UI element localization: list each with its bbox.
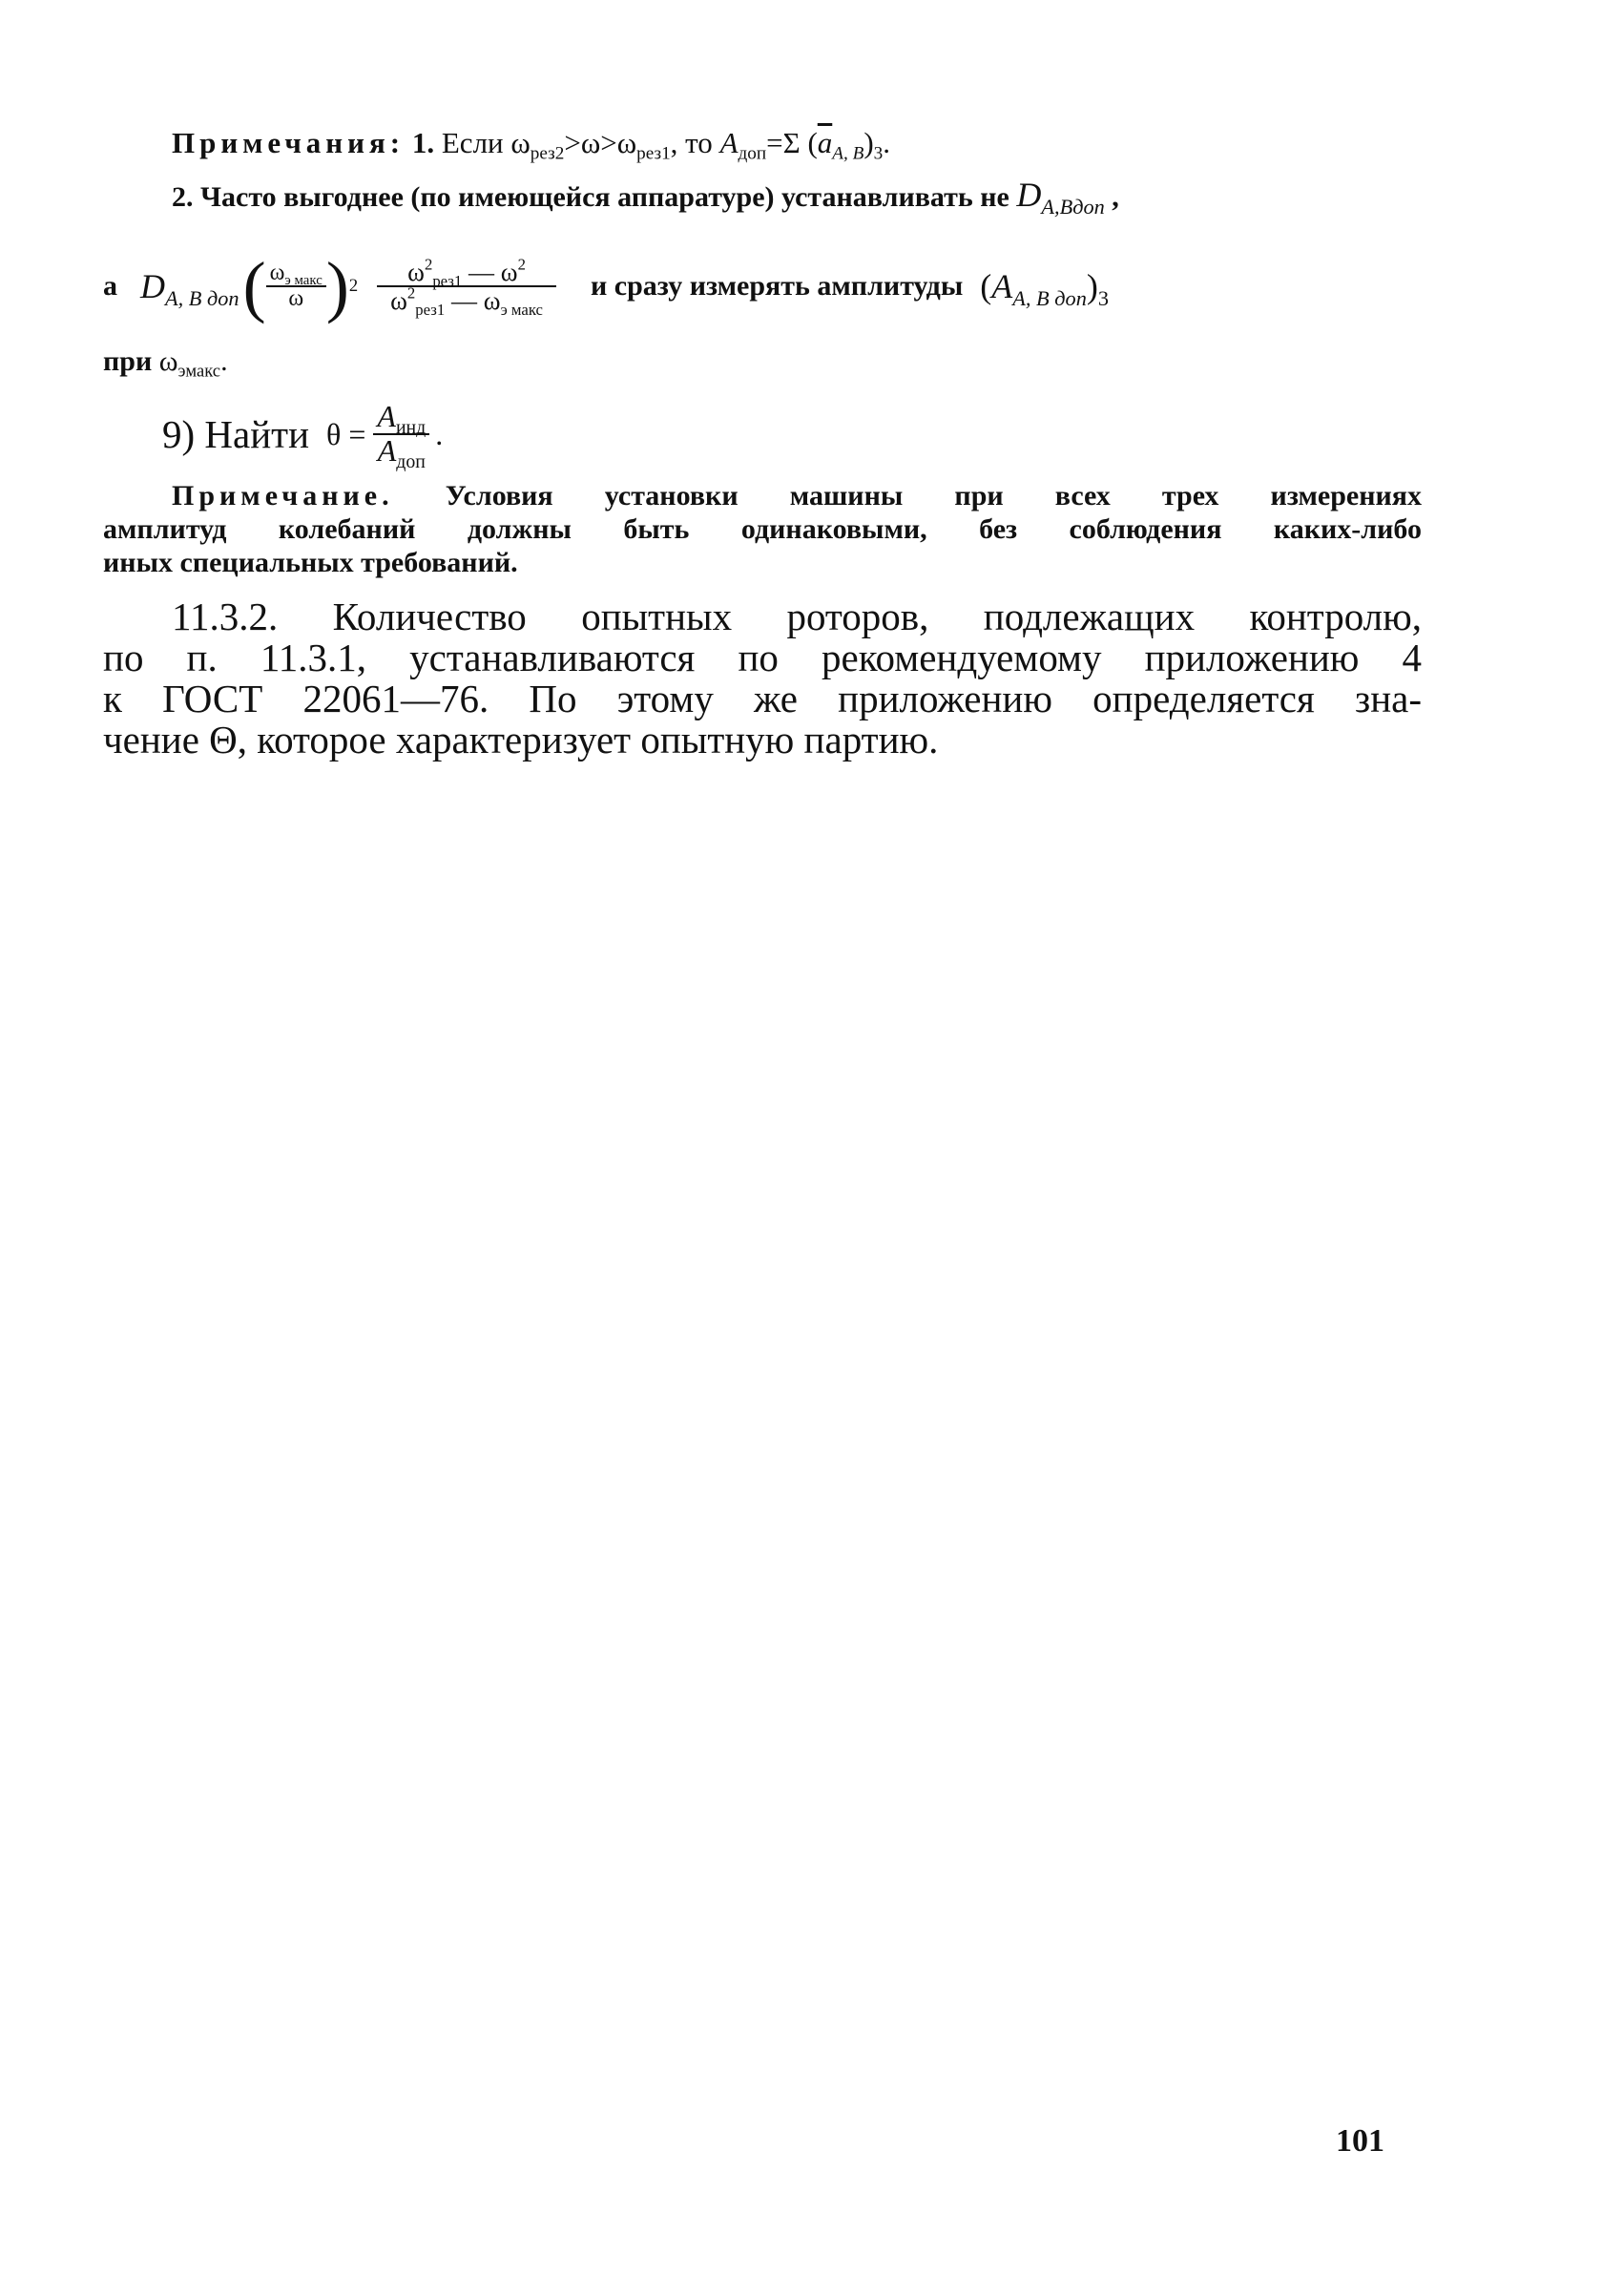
para-line-3: к ГОСТ 22061—76. По этому же приложению определяется зна- [103, 677, 1422, 720]
emax-ratio: $\frac{\omega_{э макс}}{\omega}$ [266, 261, 326, 311]
note-3-line-1: Примечание. Условия установки машины при всех трех измерениях [172, 480, 1423, 511]
note-2-a-word: а [103, 270, 117, 302]
note-2-line-3: при $\omega_{эмакс}$. [103, 345, 228, 382]
theta-fraction: $\frac{A_{инд}}{A_{доп}}$ [373, 401, 429, 467]
note-1-if: Если [441, 126, 504, 159]
note-2-D: $D_{A,Bдоп}$ [1016, 176, 1105, 219]
resonance-ratio: $\frac{\omega^2_{рез1} — \omega^2}{\omega^2_{рез1} — \omega_{э макс}}$ [377, 259, 556, 315]
note-2-amplitude: $(A_{A, B доп})_3$ [980, 267, 1110, 310]
note-2-formula-line: а $D_{A, B доп}$ ( $\frac{\omega_{э макс}}{\omega}$ ) 2 $\frac{\omega^2_{рез1} — \omega^2}{\omega^2_{рез1} — \omega_{э макс}}$ и сразу измерять амплитуды $(A_{A, B доп})_3$ [103, 248, 1110, 324]
step-9: 9) Найти θ = $\frac{A_{инд}}{A_{доп}}$ . [162, 399, 444, 472]
note-3-line-3: иных специальных требований. [103, 547, 518, 578]
note-2-text: 2. Часто выгоднее (по имеющейся аппаратуре) устанавливать не [172, 181, 1009, 213]
note-1-label: Примечания: [172, 126, 406, 159]
note-2-line-1: 2. Часто выгоднее (по имеющейся аппаратуре) устанавливать не $D_{A,Bдоп}$ , [172, 176, 1119, 219]
page-number: 101 [1336, 2123, 1384, 2159]
para-line-4: чение Θ, которое характеризует опытную партию. [103, 718, 939, 762]
note-2-measure: и сразу измерять амплитуды [590, 270, 964, 302]
note-1 [172, 126, 891, 164]
para-line-1: 11.3.2. Количество опытных роторов, подлежащих контролю, [172, 595, 1422, 638]
note-1-number: 1. [411, 126, 435, 159]
note-2-D-spaced: $D_{A, B доп}$ [140, 267, 239, 310]
note-1-inequality: $\omega_{рез2}>\omega>\omega_{рез1}$, [510, 126, 678, 164]
step-9-label: 9) Найти [162, 412, 310, 456]
note-3-line-2: амплитуд колебаний должны быть одинаковыми, без соблюдения каких-либо [103, 513, 1422, 545]
note-1-then: то [685, 126, 713, 159]
note-1-result: $A_{доп}=\Sigma$ $(\overline{a}_{A, B})_3$. [719, 126, 891, 164]
para-line-2: по п. 11.3.1, устанавливаются по рекомендуемому приложению 4 [103, 636, 1422, 679]
